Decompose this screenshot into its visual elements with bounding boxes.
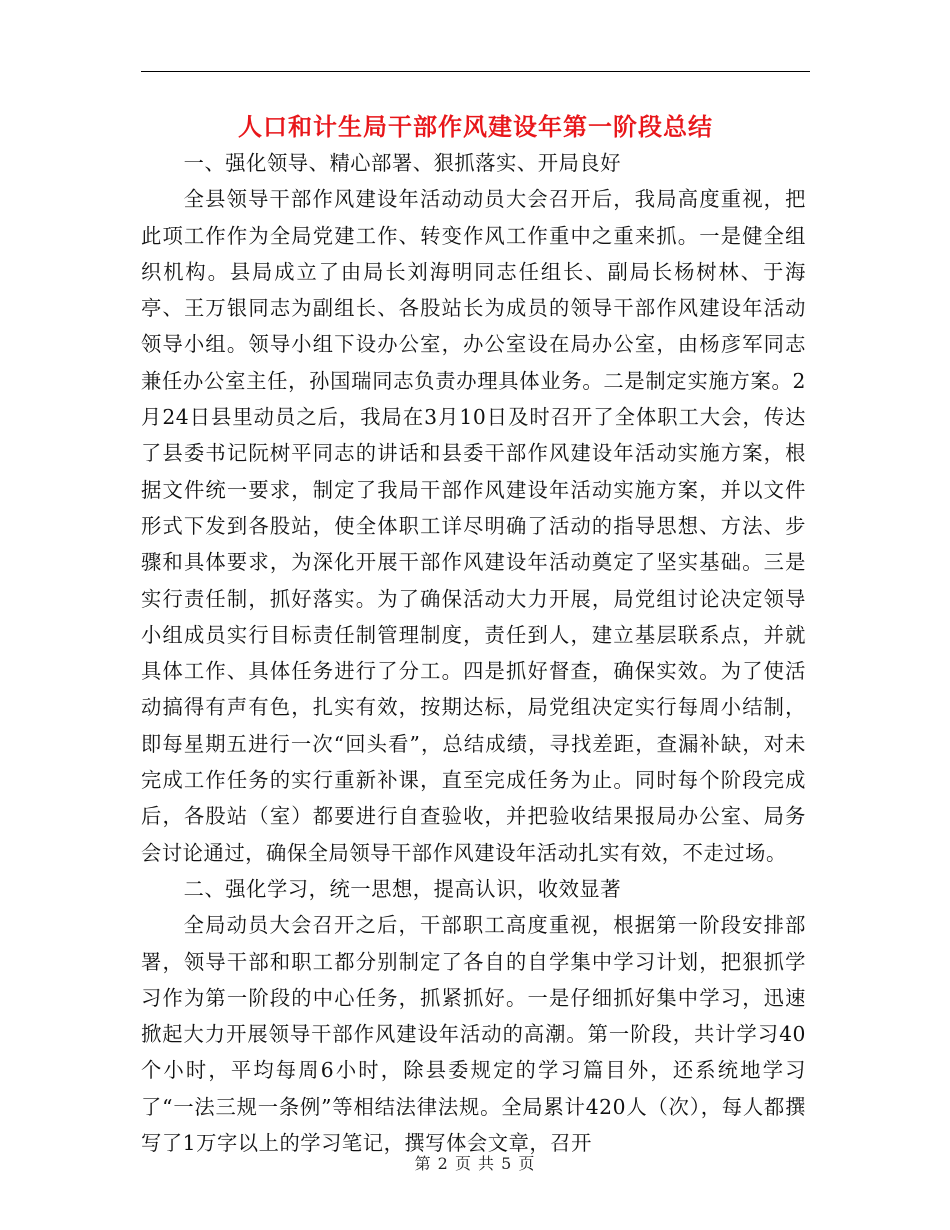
- section-heading-1: 一、强化领导、精心部署、狠抓落实、开局良好: [183, 151, 622, 175]
- document-title: 人口和计生局干部作风建设年第一阶段总结: [238, 112, 713, 141]
- page-number-footer: 第 2 页 共 5 页: [414, 1154, 536, 1173]
- document-body: [141, 145, 806, 1161]
- section-heading-2: 二、强化学习，统一思想，提高认识，收效显著: [183, 876, 622, 901]
- body-paragraph-2: 全局动员大会召开之后，干部职工高度重视，根据第一阶段安排部署，领导干部和职工都分别制定了各自的自学集中学习计划，把狠抓学习作为第一阶段的中心任务，抓紧抓好。一是仔细抓好集中学习，迅速掀起大力开展领导干部作风建设年活动的高潮。第一阶段，共计学习40个小时，平均每周6小时，除县委规定的学习篇目外，还系统地学习了“一法三规一条例”等相结法律法规。全局累计420人（次），每人都撰写了1万字以上的学习笔记，撰写体会文章，召开: [141, 913, 806, 1156]
- header-rule: [141, 71, 810, 72]
- body-paragraph-1: 全县领导干部作风建设年活动动员大会召开后，我局高度重视，把此项工作作为全局党建工作、转变作风工作重中之重来抓。一是健全组织机构。县局成立了由局长刘海明同志任组长、副局长杨树林、于海亭、王万银同志为副组长、各股站长为成员的领导干部作风建设年活动领导小组。领导小组下设办公室，办公室设在局办公室，由杨彦军同志兼任办公室主任，孙国瑞同志负责办理具体业务。二是制定实施方案。2月24日县里动员之后，我局在3月10日及时召开了全体职工大会，传达了县委书记阮树平同志的讲话和县委干部作风建设年活动实施方案，根据文件统一要求，制定了我局干部作风建设年活动实施方案，并以文件形式下发到各股站，使全体职工详尽明确了活动的指导思想、方法、步骤和具体要求，为深化开展干部作风建设年活动奠定了坚实基础。三是实行责任制，抓好落实。为了确保活动大力开展，局党组讨论决定领导小组成员实行目标责任制管理制度，责任到人，建立基层联系点，并就具体工作、具体任务进行了分工。四是抓好督查，确保实效。为了使活动搞得有声有色，扎实有效，按期达标，局党组决定实行每周小结制，即每星期五进行一次“回头看”，总结成绩，寻找差距，查漏补缺，对未完成工作任务的实行重新补课，直至完成任务为止。同时每个阶段完成后，各股站（室）都要进行自查验收，并把验收结果报局办公室、局务会讨论通过，确保全局领导干部作风建设年活动扎实有效，不走过场。: [141, 187, 806, 865]
